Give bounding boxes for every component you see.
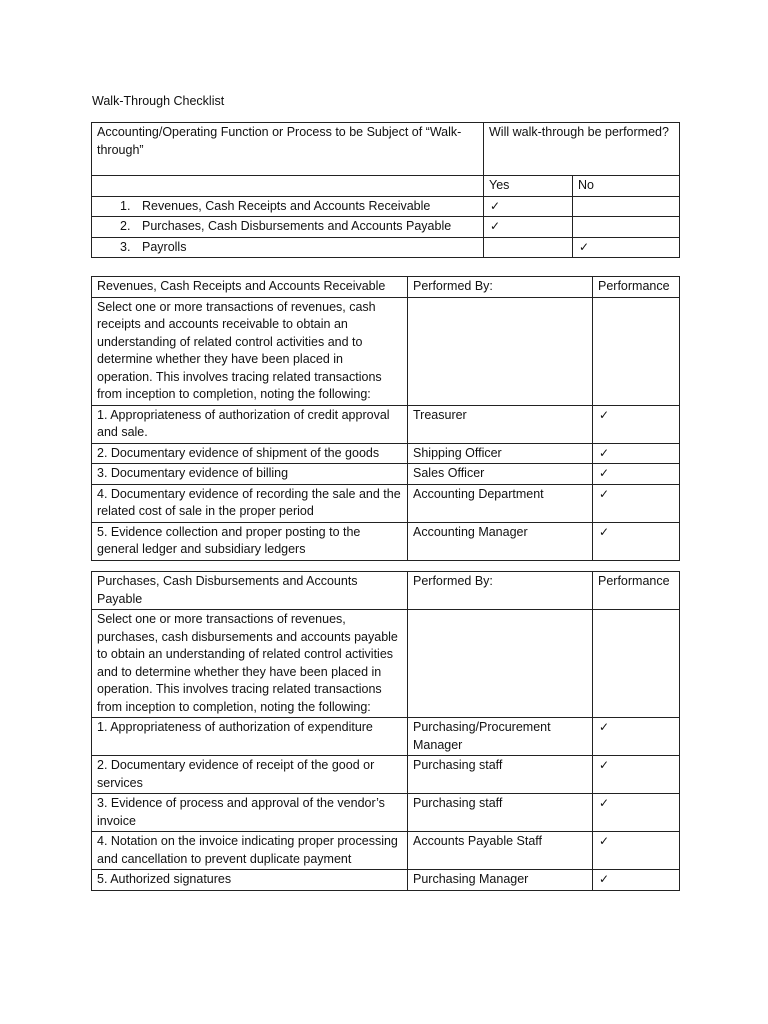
checklist-item: 3. Evidence of process and approval of the vendor’s invoice bbox=[92, 794, 408, 832]
checklist-item: 4. Notation on the invoice indicating proper processing and cancellation to prevent duplicate payment bbox=[92, 832, 408, 870]
checklist-item: 3. Documentary evidence of billing bbox=[92, 464, 408, 485]
row-number: 2. bbox=[120, 219, 131, 233]
walkthrough-header: Will walk-through be performed? bbox=[484, 123, 680, 176]
table-row bbox=[92, 756, 680, 794]
row-label: Revenues, Cash Receipts and Accounts Receivable bbox=[142, 198, 431, 213]
row-number: 3. bbox=[120, 239, 131, 254]
checklist-item: 1. Appropriateness of authorization of expenditure bbox=[92, 718, 408, 756]
checkmark-icon: ✓ bbox=[599, 796, 610, 810]
checkmark-icon: ✓ bbox=[599, 758, 610, 772]
checkmark-icon: ✓ bbox=[599, 524, 610, 539]
row-label: Purchases, Cash Disbursements and Accounts Payable bbox=[142, 219, 452, 233]
yes-column-header: Yes bbox=[484, 176, 573, 197]
purchases-checklist-table bbox=[91, 571, 680, 891]
performer: Purchasing/Procurement Manager bbox=[408, 718, 593, 756]
walkthrough-summary-table bbox=[91, 122, 680, 258]
checklist-item: 2. Documentary evidence of shipment of the goods bbox=[92, 443, 408, 464]
performed-by-header: Performed By: bbox=[408, 572, 593, 610]
table-row bbox=[92, 405, 680, 443]
checklist-item: 5. Evidence collection and proper posting to the general ledger and subsidiary ledgers bbox=[92, 522, 408, 560]
checkmark-icon: ✓ bbox=[490, 219, 501, 233]
checkmark-icon: ✓ bbox=[599, 407, 610, 422]
row-label: Payrolls bbox=[142, 239, 187, 254]
table-row bbox=[92, 870, 680, 891]
table-row bbox=[92, 832, 680, 870]
performer: Purchasing staff bbox=[408, 794, 593, 832]
performer: Treasurer bbox=[408, 405, 593, 443]
checkmark-icon: ✓ bbox=[599, 466, 610, 480]
performance-header: Performance bbox=[593, 572, 680, 610]
checklist-item: 1. Appropriateness of authorization of credit approval and sale. bbox=[92, 405, 408, 443]
table-row bbox=[92, 718, 680, 756]
table-row bbox=[92, 217, 680, 238]
checkmark-icon: ✓ bbox=[579, 239, 590, 254]
performer: Accounting Manager bbox=[408, 522, 593, 560]
process-header: Revenues, Cash Receipts and Accounts Receivable bbox=[92, 277, 408, 298]
checklist-item: 4. Documentary evidence of recording the sale and the related cost of sale in the proper period bbox=[92, 484, 408, 522]
intro-text: Select one or more transactions of revenues, purchases, cash disbursements and accounts payable to obtain an understanding of related control activities and to determine whether they have been placed in operation. This involves tracing related transactions from inception to completion, noting the following: bbox=[92, 610, 408, 718]
table-row bbox=[92, 522, 680, 560]
performer: Purchasing Manager bbox=[408, 870, 593, 891]
page-title: Walk-Through Checklist bbox=[92, 94, 225, 108]
table-row bbox=[92, 196, 680, 217]
no-column-header: No bbox=[573, 176, 680, 197]
intro-text: Select one or more transactions of revenues, cash receipts and accounts receivable to obtain an understanding of related control activities and to determine whether they have been placed in operation. This involves tracing related transactions from inception to completion, noting the following: bbox=[92, 297, 408, 405]
table-row bbox=[92, 443, 680, 464]
checkmark-icon: ✓ bbox=[490, 198, 501, 213]
function-header: Accounting/Operating Function or Process to be Subject of “Walk-through” bbox=[92, 123, 484, 176]
checkmark-icon: ✓ bbox=[599, 486, 610, 501]
performer: Sales Officer bbox=[408, 464, 593, 485]
checklist-item: 2. Documentary evidence of receipt of the good or services bbox=[92, 756, 408, 794]
performer: Shipping Officer bbox=[408, 443, 593, 464]
row-number: 1. bbox=[120, 198, 131, 213]
checkmark-icon: ✓ bbox=[599, 720, 610, 734]
process-header: Purchases, Cash Disbursements and Accounts Payable bbox=[92, 572, 408, 610]
checkmark-icon: ✓ bbox=[599, 445, 610, 460]
revenues-checklist-table bbox=[91, 276, 680, 561]
checkmark-icon: ✓ bbox=[599, 834, 610, 848]
checkmark-icon: ✓ bbox=[599, 872, 610, 886]
table-row bbox=[92, 464, 680, 485]
table-row bbox=[92, 237, 680, 258]
checklist-item: 5. Authorized signatures bbox=[92, 870, 408, 891]
performer: Purchasing staff bbox=[408, 756, 593, 794]
performance-header: Performance bbox=[593, 277, 680, 298]
table-row bbox=[92, 794, 680, 832]
performed-by-header: Performed By: bbox=[408, 277, 593, 298]
blank-header-cell bbox=[92, 176, 484, 197]
table-row bbox=[92, 484, 680, 522]
performer: Accounts Payable Staff bbox=[408, 832, 593, 870]
performer: Accounting Department bbox=[408, 484, 593, 522]
